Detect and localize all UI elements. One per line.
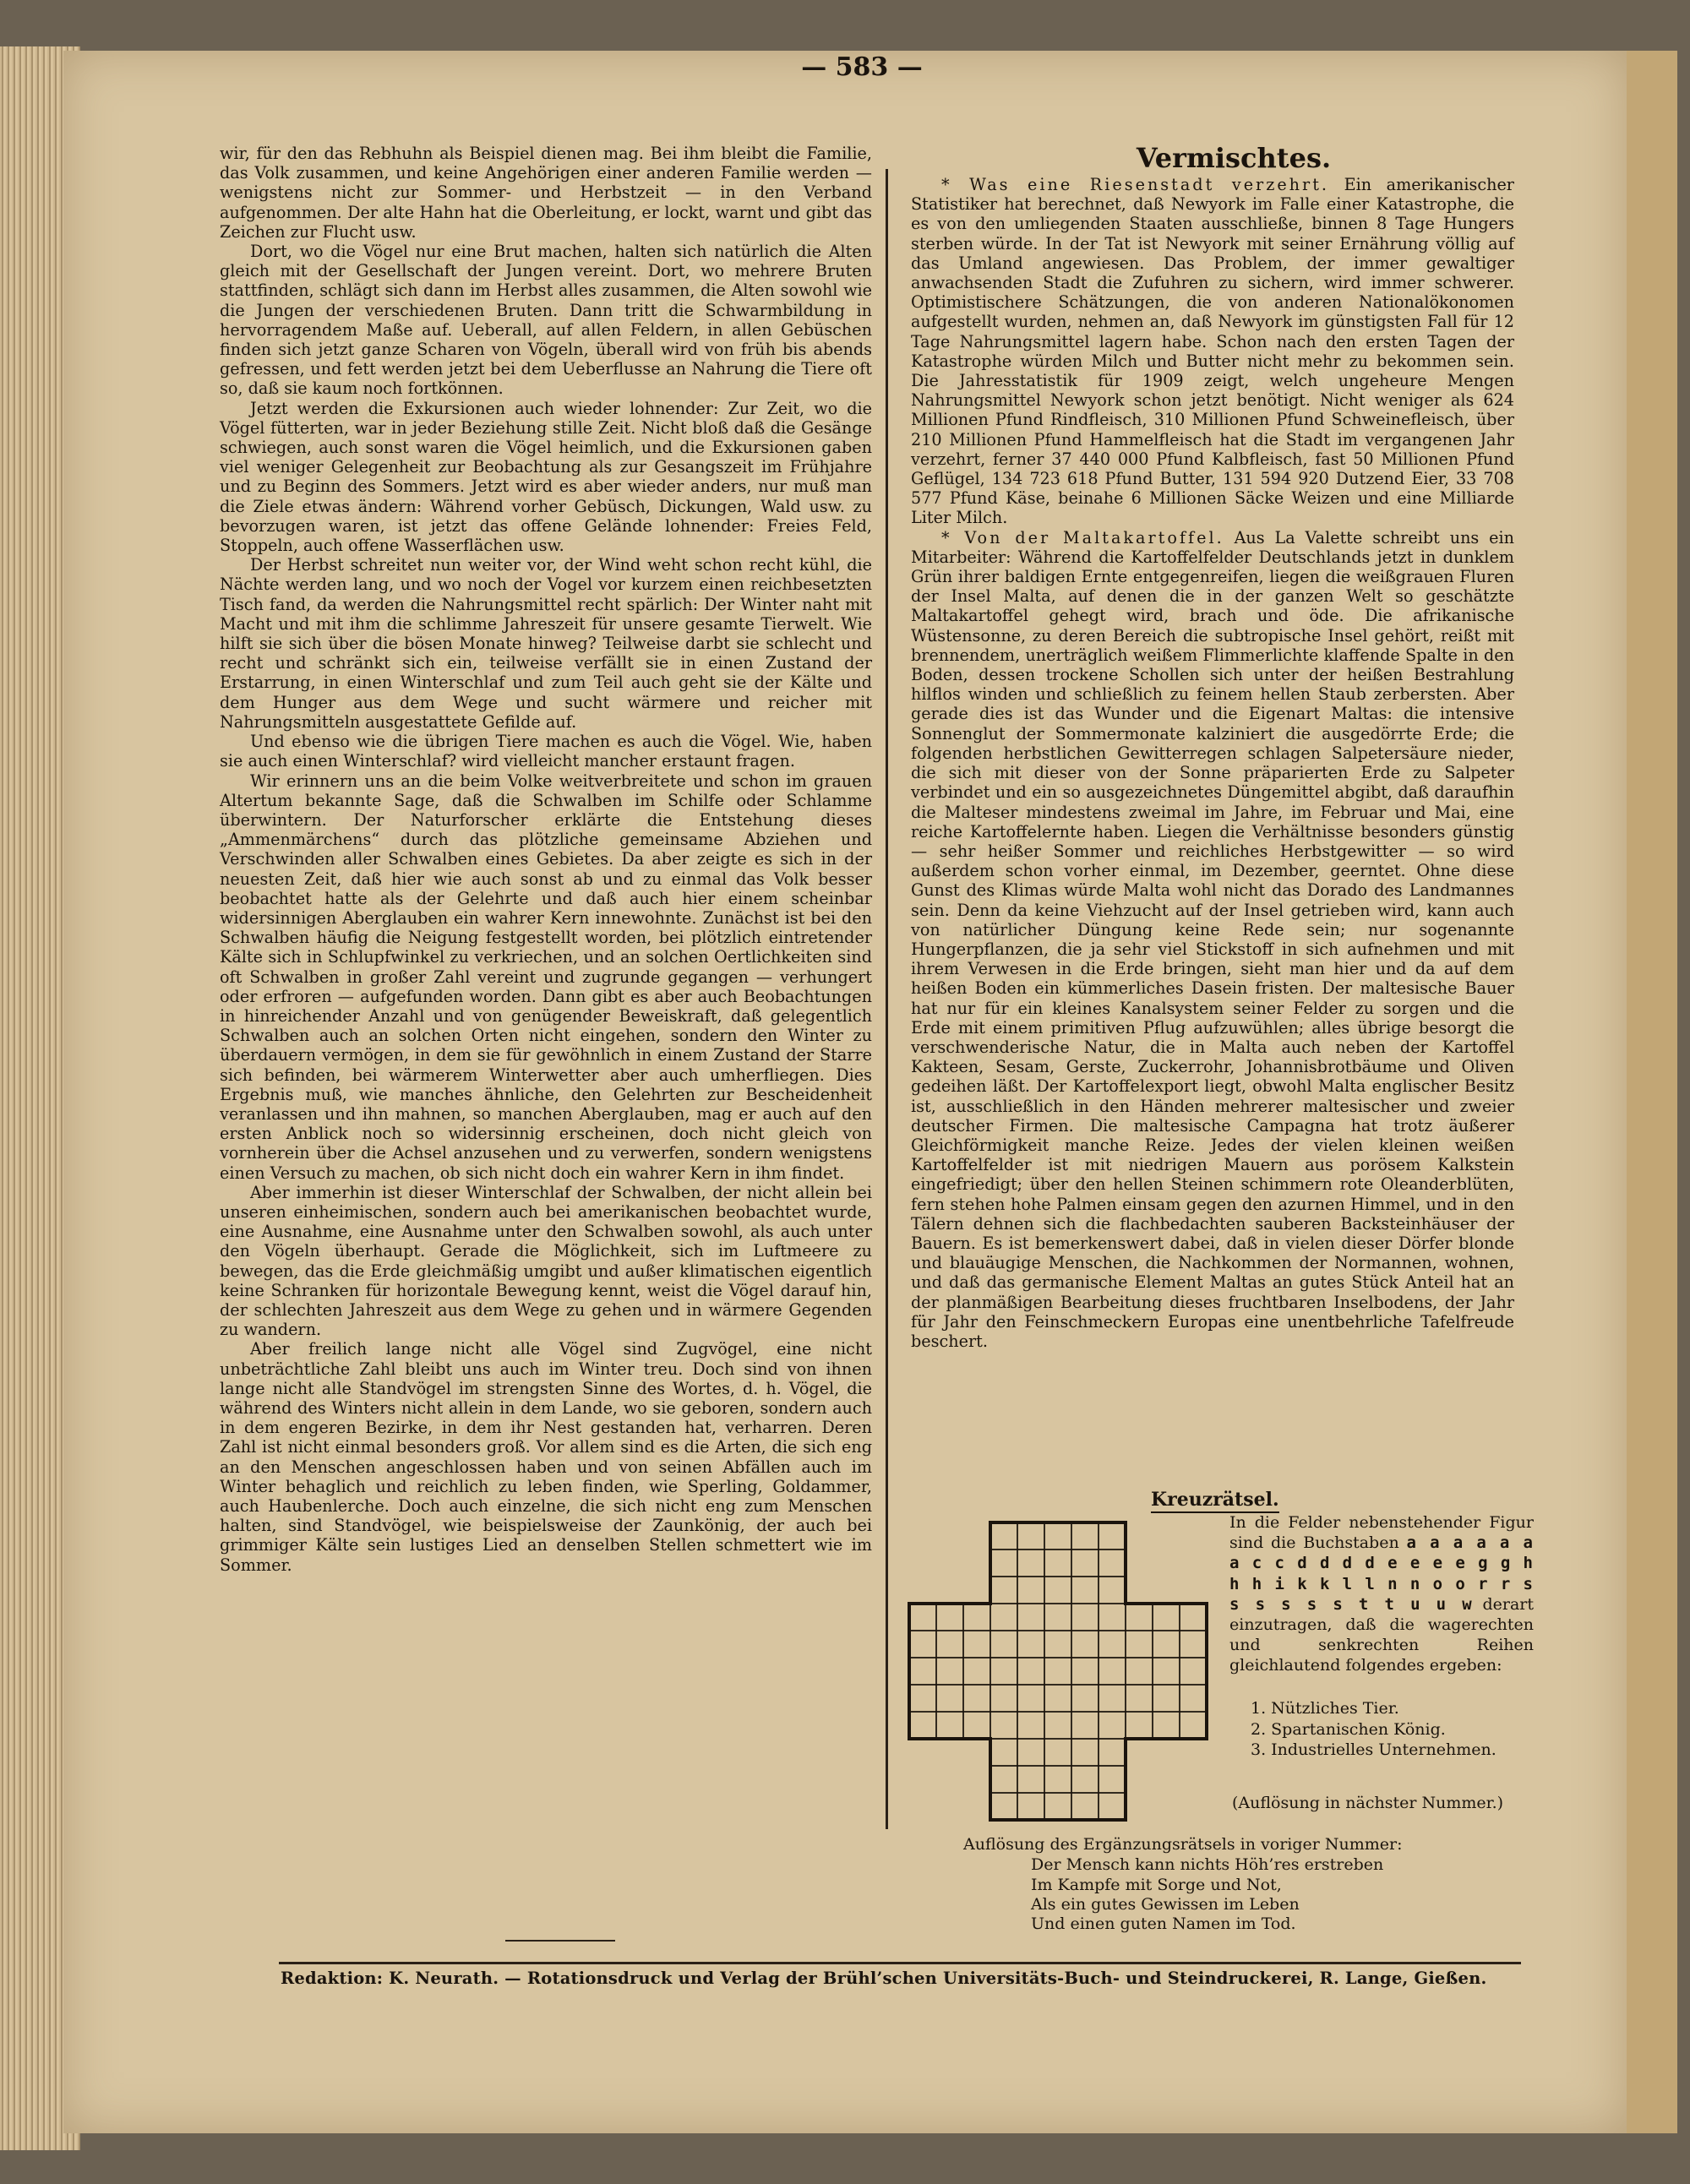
crossword-cell — [1098, 1766, 1126, 1793]
solution-line: Als ein gutes Gewissen im Leben — [1031, 1894, 1300, 1914]
column-divider — [886, 169, 888, 1829]
news-item-heading: * Was eine Riesenstadt verzehrt. — [941, 175, 1330, 194]
crossword-cell — [963, 1685, 990, 1712]
puzzle-intro-2: derart einzutragen, daß die wagerechten und senkrechten Reihen gleichlautend folgendes ergeben: — [1229, 1594, 1534, 1675]
crossword-cell — [1071, 1577, 1098, 1604]
crossword-cell — [990, 1685, 1017, 1712]
solution-line: Und einen guten Namen im Tod. — [1031, 1914, 1296, 1934]
right-column — [911, 175, 1514, 1351]
puzzle-clues — [1251, 1698, 1538, 1761]
article-paragraph: Jetzt werden die Exkursionen auch wieder lohnender: Zur Zeit, wo die Vögel fütterten, war in jeder Beziehung stille Zeit. Nicht bloß daß die Gesänge schwiegen, auch sonst waren die Vögel heimlich, und die Exkursionen gaben viel weniger Gelegenheit zur Beobachtung als zur Gesangszeit im Frühjahre und zu Beginn des Sommers. Jetzt wird es aber wieder anders, nur muß man die Ziele etwas ändern: Während vorher Gebüsch, Dickungen, Wald usw. zu bevorzugen waren, ist jetzt das offene Gelände lohnender: Freies Feld, Stoppeln, auch offene Wasserflächen usw. — [220, 398, 872, 556]
crossword-cell — [1126, 1658, 1153, 1685]
footer-rule — [279, 1962, 1521, 1964]
crossword-cell — [963, 1712, 990, 1739]
crossword-cell — [1017, 1577, 1044, 1604]
crossword-cell — [1180, 1685, 1207, 1712]
puzzle-intro: In die Felder nebenstehender Figur sind die Buchstaben — [1229, 1513, 1534, 1553]
solution-line: Im Kampfe mit Sorge und Not, — [1031, 1875, 1282, 1894]
crossword-cell — [1044, 1631, 1071, 1658]
crossword-cell — [936, 1604, 963, 1631]
crossword-cell — [1044, 1658, 1071, 1685]
left-column — [220, 144, 872, 1575]
crossword-cell — [990, 1631, 1017, 1658]
news-item-heading: * Von der Maltakartoffel. — [941, 527, 1224, 547]
crossword-cell — [1180, 1712, 1207, 1739]
puzzle-title: Kreuzrätsel. — [1151, 1489, 1279, 1513]
crossword-cell — [963, 1631, 990, 1658]
crossword-cell — [1017, 1712, 1044, 1739]
crossword-outline — [909, 1522, 1207, 1820]
crossword-cell — [1044, 1522, 1071, 1549]
crossword-cell — [1071, 1604, 1098, 1631]
crossword-cell — [1126, 1685, 1153, 1712]
puzzle-clue: 1. Nützliches Tier. — [1251, 1699, 1399, 1718]
page-number: — 583 — — [801, 52, 923, 82]
crossword-cell — [1153, 1685, 1180, 1712]
crossword-cell — [936, 1658, 963, 1685]
crossword-cell — [1098, 1685, 1126, 1712]
crossword-cell — [1098, 1793, 1126, 1820]
crossword-cell — [936, 1712, 963, 1739]
crossword-cell — [1126, 1604, 1153, 1631]
crossword-cell — [1044, 1793, 1071, 1820]
crossword-cell — [1153, 1604, 1180, 1631]
crossword-cell — [909, 1658, 936, 1685]
news-item — [911, 528, 1514, 1352]
crossword-cell — [1044, 1766, 1071, 1793]
crossword-cell — [1044, 1577, 1071, 1604]
section-title: Vermischtes. — [1136, 142, 1332, 174]
article-paragraph: Aber freilich lange nicht alle Vögel sind Zugvögel, eine nicht unbeträchtliche Zahl bleibt uns auch im Winter treu. Doch sind von ihnen lange nicht alle Standvögel im strengsten Sinne des Wortes, d. h. Vögel, die während des Winters nicht allein in dem Lande, wo sie geboren, sondern auch in dem engeren Bezirke, in dem ihr Nest gestanden hat, verharren. Deren Zahl ist nicht einmal besonders groß. Vor allem sind es die Arten, die sich eng an den Menschen angeschlossen haben und von seinen Abfällen auch im Winter behaglich und reichlich zu leben finden, wie Sperling, Goldammer, auch Haubenlerche. Doch auch einzelne, die sich nicht eng zum Menschen halten, sind Standvögel, wie beispielsweise der Zaunkönig, der auch bei grimmiger Kälte sein lustiges Lied an denselben Stellen schmettert wie im Sommer. — [220, 1339, 872, 1575]
crossword-grid — [904, 1517, 1225, 1843]
crossword-cell — [990, 1604, 1017, 1631]
crossword-cell — [1044, 1604, 1071, 1631]
crossword-cell — [1071, 1549, 1098, 1577]
crossword-cell — [1153, 1712, 1180, 1739]
article-paragraph: Und ebenso wie die übrigen Tiere machen es auch die Vögel. Wie, haben sie auch einen Winterschlaf? wird vielleicht mancher erstaunt fragen. — [220, 732, 872, 771]
crossword-cell — [1098, 1549, 1126, 1577]
crossword-cell — [990, 1712, 1017, 1739]
crossword-cell — [990, 1577, 1017, 1604]
crossword-cell — [1098, 1577, 1126, 1604]
crossword-cell — [1098, 1631, 1126, 1658]
crossword-cell — [1044, 1712, 1071, 1739]
article-paragraph: wir, für den das Rebhuhn als Beispiel dienen mag. Bei ihm bleibt die Familie, das Volk zusammen, und keine Angehörigen einer anderen Familie werden — wenigstens nicht zur Sommer- und Herbstzeit — in den Verband aufgenommen. Der alte Hahn hat die Oberleitung, er lockt, warnt und gibt das Zeichen zur Flucht usw. — [220, 144, 872, 242]
crossword-cell — [1071, 1658, 1098, 1685]
crossword-cell — [936, 1685, 963, 1712]
crossword-cell — [1017, 1631, 1044, 1658]
news-item — [911, 175, 1514, 528]
crossword-cell — [990, 1793, 1017, 1820]
crossword-cell — [1098, 1658, 1126, 1685]
crossword-cell — [963, 1604, 990, 1631]
crossword-cell — [909, 1604, 936, 1631]
imprint-footer: Redaktion: K. Neurath. — Rotationsdruck und Verlag der Brühl’schen Universitäts-Buch- und Steindruckerei, R. Lange, Gießen. — [281, 1969, 1487, 1988]
article-paragraph: Der Herbst schreitet nun weiter vor, der Wind weht schon recht kühl, die Nächte werden lang, und wo noch der Vogel vor kurzem einen reichbesetzten Tisch fand, da werden die Nahrungsmittel recht spärlich: Der Winter naht mit Macht und mit ihm die schlimme Jahreszeit für unsere gesamte Tierwelt. Wie hilft sie sich über die bösen Monate hinweg? Teilweise darbt sie schlecht und recht und schränkt sich ein, teilweise verfällt sie in einen Zustand der Erstarrung, in einen Winterschlaf und zum Teil auch geht sie der Kälte und dem Hunger aus dem Wege und sucht wärmere und reicher mit Nahrungsmitteln ausgestattete Gefilde auf. — [220, 555, 872, 732]
crossword-cell — [1017, 1604, 1044, 1631]
binding-strip — [1627, 51, 1677, 2133]
crossword-cell — [1098, 1739, 1126, 1766]
crossword-cell — [1071, 1712, 1098, 1739]
crossword-cell — [1098, 1712, 1126, 1739]
crossword-cell — [1071, 1739, 1098, 1766]
crossword-cell — [1017, 1658, 1044, 1685]
crossword-cell — [909, 1685, 936, 1712]
puzzle-letters: a a a a a a a c c d d d d e e e e g g h h h i k k l l n n o o r r s s s s s s t t u u w — [1229, 1533, 1534, 1614]
crossword-cell — [1017, 1549, 1044, 1577]
previous-solution — [963, 1835, 1487, 1934]
crossword-cell — [1017, 1739, 1044, 1766]
crossword-cell — [1071, 1631, 1098, 1658]
crossword-cell — [1098, 1604, 1126, 1631]
crossword-cell — [1071, 1766, 1098, 1793]
crossword-cell — [990, 1658, 1017, 1685]
crossword-cell — [1071, 1522, 1098, 1549]
crossword-cell — [1180, 1604, 1207, 1631]
crossword-cell — [1017, 1793, 1044, 1820]
solution-title: Auflösung des Ergänzungsrätsels in voriger Nummer: — [963, 1835, 1403, 1854]
puzzle-instructions — [1229, 1512, 1534, 1676]
crossword-cell — [1153, 1658, 1180, 1685]
crossword-cell — [1126, 1631, 1153, 1658]
crossword-cell — [909, 1631, 936, 1658]
puzzle-note: (Auflösung in nächster Nummer.) — [1232, 1794, 1504, 1812]
crossword-cell — [963, 1658, 990, 1685]
crossword-cell — [1017, 1522, 1044, 1549]
crossword-cell — [1017, 1766, 1044, 1793]
article-paragraph: Dort, wo die Vögel nur eine Brut machen, halten sich natürlich die Alten gleich mit der Gesellschaft der Jungen vereint. Dort, wo mehrere Bruten stattfinden, schlägt sich dann im Herbst alles zusammen, die Alten sowohl wie die Jungen der verschiedenen Bruten. Dann tritt die Schwarmbildung in hervorragendem Maße auf. Ueberall, auf allen Feldern, in allen Gebüschen finden sich jetzt ganze Scharen von Vögeln, überall wird von früh bis abends gefressen, und fett werden jetzt bei dem Ueberflusse an Nahrung die Tiere oft so, daß sie kaum noch fortkönnen. — [220, 242, 872, 399]
crossword-cell — [1044, 1685, 1071, 1712]
solution-line: Der Mensch kann nichts Höh’res erstreben — [1031, 1855, 1384, 1875]
article-paragraph: Aber immerhin ist dieser Winterschlaf der Schwalben, der nicht allein bei unseren einheimischen, sondern auch bei amerikanischen beobachtet wurde, eine Ausnahme, eine Ausnahme unter den Schwalben sowohl, als auch unter den Vögeln überhaupt. Gerade die Möglichkeit, sich im Luftmeere zu bewegen, das die Erde gleichmäßig umgibt und außer klimatischen eigentlich keine Schranken für horizontale Bewegung kennt, weist die Vögel darauf hin, der schlechten Jahreszeit aus dem Wege zu gehen und in wärmere Gegenden zu wandern. — [220, 1182, 872, 1340]
news-item-body: Ein amerikanischer Statistiker hat berechnet, daß Newyork im Falle einer Katastrophe, die es von den umliegenden Staaten ausschließe, binnen 8 Tage Hungers sterben würde. In der Tat ist Newyork mit seiner Ernährung völlig auf das Umland angewiesen. Das Problem, der immer gewaltiger anwachsenden Stadt die Zufuhren zu sichern, wird immer schwerer. Optimistischere Schätzungen, die von anderen Nationalökonomen aufgestellt wurden, nehmen an, daß Newyork im günstigsten Fall für 12 Tage Nahrungsmittel lagern habe. Schon nach den ersten Tagen der Katastrophe würden Milch und Butter nicht mehr zu bekommen sein. Die Jahresstatistik für 1909 zeigt, welch ungeheure Mengen Nahrungsmittel Newyork schon jetzt benötigt. Nicht weniger als 624 Millionen Pfund Rindfleisch, 310 Millionen Pfund Schweinefleisch, über 210 Millionen Pfund Hammelfleisch hat die Stadt im vergangenen Jahr verzehrt, ferner 37 440 000 Pfund Kalbfleisch, fast 50 Millionen Pfund Geflügel, 134 723 618 Pfund Butter, 131 594 920 Dutzend Eier, 33 708 577 Pfund Käse, beinahe 6 Millionen Säcke Weizen und eine Milliarde Liter Milch. — [911, 175, 1514, 528]
crossword-cell — [1071, 1685, 1098, 1712]
crossword-cell — [909, 1712, 936, 1739]
crossword-cell — [1044, 1739, 1071, 1766]
crossword-cell — [990, 1766, 1017, 1793]
crossword-cell — [990, 1549, 1017, 1577]
puzzle-clue: 3. Industrielles Unternehmen. — [1251, 1740, 1496, 1759]
crossword-cell — [1098, 1522, 1126, 1549]
crossword-cell — [1180, 1658, 1207, 1685]
article-paragraph: Wir erinnern uns an die beim Volke weitverbreitete und schon im grauen Altertum bekannte Sage, daß die Schwalben im Schilfe oder Schlamme überwintern. Der Naturforscher erklärte die Entstehung dieses „Ammenmärchens“ durch das plötzliche gemeinsame Abziehen und Verschwinden aller Schwalben eines Gebietes. Da aber zeigte es sich in der neuesten Zeit, daß hier wie auch sonst ab und zu einmal das Volk besser beobachtet hatte als der Gelehrte und daß auch hier einem scheinbar widersinnigen Aberglauben ein wahrer Kern innewohnte. Zunächst ist bei den Schwalben häufig die Neigung festgestellt worden, bei plötzlich eintretender Kälte sich in Schlupfwinkel zu verkriechen, und an solchen Oertlichkeiten sind oft Schwalben in großer Zahl vereint und zugrunde gegangen — verhungert oder erfroren — aufgefunden worden. Dann gibt es aber auch Beobachtungen in hinreichender Anzahl und von genügender Beweiskraft, daß gelegentlich Schwalben auch an solchen Orten nicht eingehen, sondern den Winter zu überdauern vermögen, in dem sie für gewöhnlich in einem Zustand der Starre sich befinden, bei wärmerem Winterwetter aber auch umherfliegen. Dies Ergebnis muß, wie manches ähnliche, den Gelehrten zur Bescheidenheit veranlassen und ihn mahnen, so manchen Aberglauben, mag er auch auf den ersten Anblick noch so widersinnig erscheinen, doch nicht gleich von vornherein über die Achsel anzusehen und zu verwerfen, sondern wenigstens einen Versuch zu machen, ob sich nicht doch ein wahrer Kern in ihm findet. — [220, 771, 872, 1183]
crossword-cell — [1017, 1685, 1044, 1712]
crossword-cell — [1153, 1631, 1180, 1658]
puzzle-clue: 2. Spartanischen König. — [1251, 1719, 1446, 1739]
crossword-cell — [1180, 1631, 1207, 1658]
crossword-cell — [1044, 1549, 1071, 1577]
end-rule — [505, 1940, 615, 1942]
crossword-cell — [990, 1739, 1017, 1766]
crossword-cell — [1071, 1793, 1098, 1820]
crossword-cell — [1126, 1712, 1153, 1739]
crossword-cell — [936, 1631, 963, 1658]
crossword-cell — [990, 1522, 1017, 1549]
news-item-body: Aus La Valette schreibt uns ein Mitarbeiter: Während die Kartoffelfelder Deutschlands jetzt in dunklem Grün ihrer baldigen Ernte entgegenreifen, liegen die weißgrauen Fluren der Insel Malta, auf denen die in der ganzen Welt so geschätzte Maltakartoffel gehegt wird, brach und öde. Die afrikanische Wüstensonne, zu deren Bereich die subtropische Insel gehört, reißt mit brennendem, unerträglich weißem Flimmerlichte klaffende Spalte in den Boden, dessen trockene Schollen sich unter der heißen Bestrahlung hilflos winden und schließlich zu feinem hellen Staub zerbersten. Aber gerade dies ist das Wunder und die Eigenart Maltas: die intensive Sonnenglut der Sommermonate kalziniert die ausgedörrte Erde; die folgenden herbstlichen Gewitterregen schlagen Salpetersäure nieder, die sich mit dieser von der Sonne präparierten Erde zu Salpeter verbindet und ein so ausgezeichnetes Düngemittel abgibt, daß daraufhin die Malteser mindestens zweimal im Jahre, im Februar und Mai, eine reiche Kartoffelernte haben. Liegen die Verhältnisse besonders günstig — sehr heißer Sommer und reichliches Herbstgewitter — so wird außerdem schon vorher einmal, im Dezember, geerntet. Ohne diese Gunst des Klimas würde Malta wohl nicht das Dorado des Landmannes sein. Denn da keine Viehzucht auf der Insel getrieben wird, kann auch von natürlicher Düngung keine Rede sein; nur sogenannte Hungerpflanzen, die ja sehr viel Stickstoff in sich aufnehmen und mit ihrem Verwesen in die Erde bringen, sieht man hier und da auf dem heißen Boden ein kümmerliches Dasein fristen. Der maltesische Bauer hat nur für ein kleines Kanalsystem seiner Felder zu sorgen und die Erde mit einem primitiven Pflug aufzuwühlen; alles übrige besorgt die verschwenderische Natur, die in Malta auch neben der Kartoffel Kakteen, Sesam, Gerste, Zuckerrohr, Johannisbrotbäume und Oliven gedeihen läßt. Der Kartoffelexport liegt, obwohl Malta englischer Besitz ist, ausschließlich in den Händen mehrerer maltesischer und zweier deutscher Firmen. Die maltesische Campagna hat trotz äußerer Gleichförmigkeit manche Reize. Jedes der vielen kleinen weißen Kartoffelfelder ist mit niedrigen Mauern aus porösem Kalkstein eingefriedigt; über den hellen Steinen schimmern rote Oleanderblüten, fern stehen hohe Palmen einsam gegen den azurnen Himmel, und in den Tälern dehnen sich die flachbedachten sauberen Backsteinhäuser der Bauern. Es ist bemerkenswert dabei, daß in vielen dieser Dörfer blonde und blauäugige Menschen, die Nachkommen der Normannen, wohnen, und daß das germanische Element Maltas an gutes Stück Anteil hat an der planmäßigen Bearbeitung dieses fruchtbaren Inselbodens, der Jahr für Jahr den Feinschmeckern Europas eine unentbehrliche Tafelfreude beschert. — [911, 527, 1514, 1351]
